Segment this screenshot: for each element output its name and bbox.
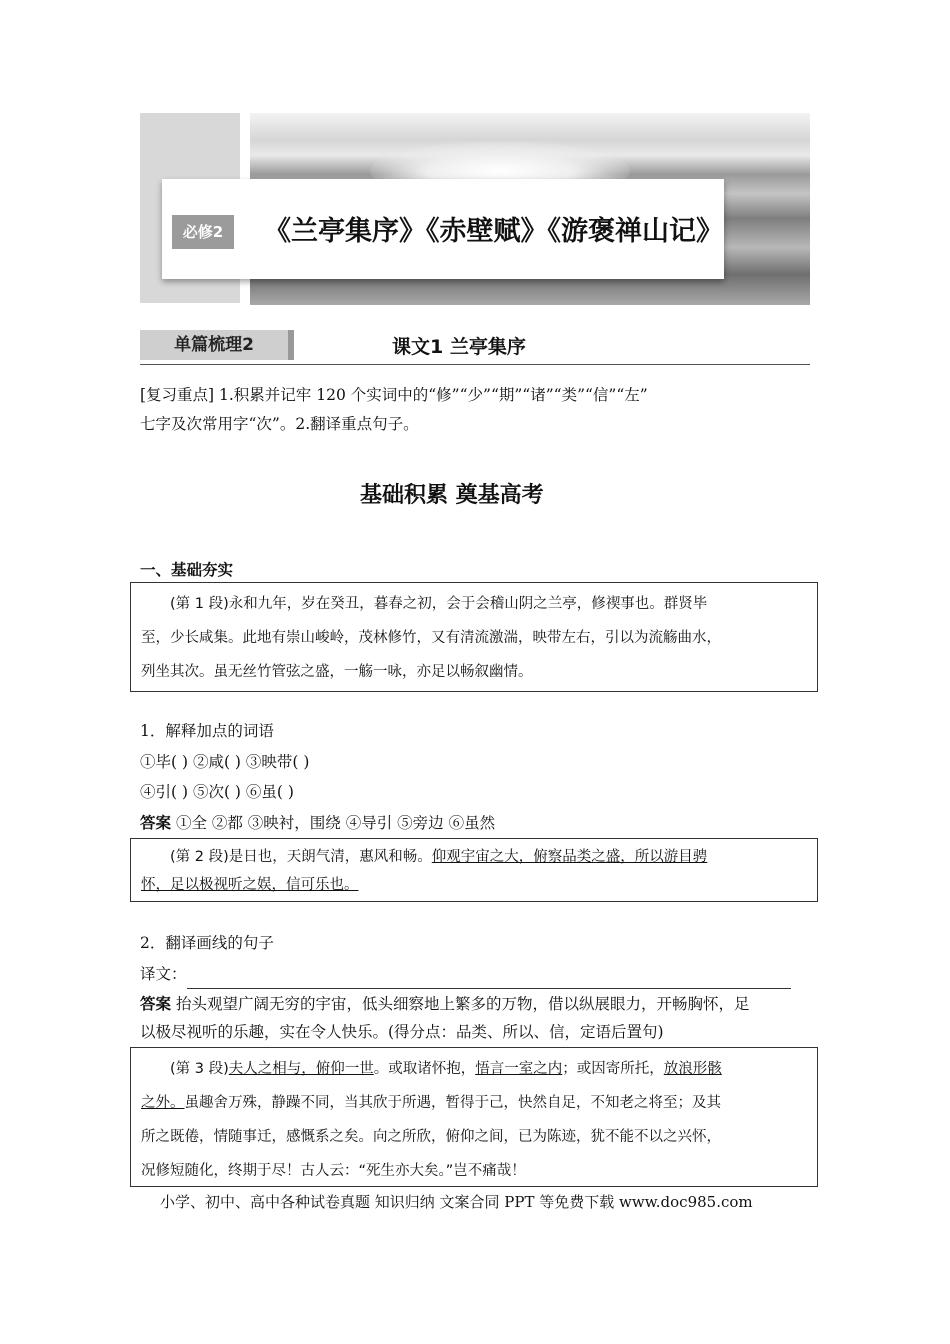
section-bar (140, 328, 810, 365)
paragraph-3-text: 虽趣舍万殊，静躁不同，当其欣于所遇，暂得于己，快然自足，不知老之将至；及其 (184, 1095, 721, 1111)
translation-label: 译文： (140, 965, 187, 983)
section-tag: 单篇梳理2 (140, 330, 294, 360)
answer-text: 抬头观望广阔无穷的宇宙，低头细察地上繁多的万物，借以纵展眼力，开畅胸怀，足 (171, 995, 750, 1013)
paragraph-1-line-3: 列坐其次。虽无丝竹管弦之盛，一觞一咏，亦足以畅叙幽情。 (141, 664, 533, 680)
question-1-title: 1．解释加点的词语 (140, 722, 274, 740)
main-heading: 基础积累 奠基高考 (360, 483, 544, 508)
paragraph-3-line-3: 所之既倦，情随事迁，感慨系之矣。向之所欣，俯仰之间，已为陈迹，犹不能不以之兴怀， (141, 1129, 721, 1145)
paragraph-3-text: ；或因寄所托， (562, 1061, 664, 1077)
banner-title: 《兰亭集序》《赤壁赋》《游褒禅山记》 (264, 216, 723, 247)
paragraph-3-underlined-3: 放浪形骸 (663, 1061, 722, 1077)
paragraph-2-underlined: 仰观宇宙之大，俯察品类之盛，所以游目骋 (431, 849, 708, 865)
answer-text: ①全 ②都 ③映衬，围绕 ④导引 ⑤旁边 ⑥虽然 (171, 814, 496, 832)
paragraph-3-line-4: 况修短随化，终期于尽！古人云：“死生亦大矣。”岂不痛哉！ (141, 1163, 526, 1179)
paragraph-3-underlined-2: 悟言一室之内 (475, 1061, 563, 1077)
banner (140, 113, 810, 305)
paragraph-1-line-2: 至，少长咸集。此地有崇山峻岭，茂林修竹，又有清流激湍，映带左右，引以为流觞曲水， (141, 630, 721, 646)
paragraph-3-underlined-4: 之外。 (141, 1095, 185, 1111)
paragraph-2-line-2: 怀，足以极视听之娱，信可乐也。 (141, 877, 359, 893)
paragraph-3-line-2 (141, 1086, 809, 1120)
paragraph-3-text: (第 3 段) (170, 1061, 229, 1077)
question-1-answer (140, 808, 495, 838)
paragraph-3-text: 。或取诸怀抱， (373, 1061, 476, 1077)
sub-heading: 一、基础夯实 (140, 561, 234, 579)
question-2-answer-line-1 (140, 989, 749, 1019)
answer-label: 答案 (140, 814, 172, 832)
paragraph-1-box (130, 582, 818, 692)
paragraph-2-text: (第 2 段)是日也，天朗气清，惠风和畅。 (170, 849, 432, 865)
paragraph-2-box (130, 838, 818, 902)
paragraph-3-line-1 (141, 1052, 809, 1086)
question-2-title: 2．翻译画线的句子 (140, 934, 274, 952)
footer: 小学、初中、高中各种试卷真题 知识归纳 文案合同 PPT 等免费下载 www.doc985.com (160, 1193, 753, 1211)
paragraph-1-line-1: (第 1 段)永和九年，岁在癸丑，暮春之初，会于会稽山阴之兰亭，修禊事也。群贤毕 (170, 596, 708, 612)
answer-label: 答案 (140, 995, 172, 1013)
question-1-row-2: ④引( ) ⑤次( ) ⑥虽( ) (140, 783, 294, 801)
paragraph-3-underlined-1: 夫人之相与，俯仰一世 (228, 1061, 374, 1077)
translation-blank[interactable] (187, 970, 791, 989)
volume-badge: 必修2 (172, 215, 234, 249)
translation-row (140, 959, 791, 989)
lesson-title: 课文1 兰亭集序 (392, 336, 526, 358)
paragraph-2-line-1 (141, 843, 809, 871)
review-line-1: [复习重点] 1.积累并记牢 120 个实词中的“修”“少”“期”“诸”“类”“信”“左” (140, 386, 648, 404)
banner-title-box (162, 179, 724, 279)
paragraph-3-box (130, 1047, 818, 1187)
question-2-answer-line-2: 以极尽视听的乐趣，实在令人快乐。(得分点：品类、所以、信，定语后置句) (140, 1023, 664, 1041)
question-1-row-1: ①毕( ) ②咸( ) ③映带( ) (140, 753, 310, 771)
review-line-2: 七字及次常用字“次”。2.翻译重点句子。 (140, 415, 419, 433)
